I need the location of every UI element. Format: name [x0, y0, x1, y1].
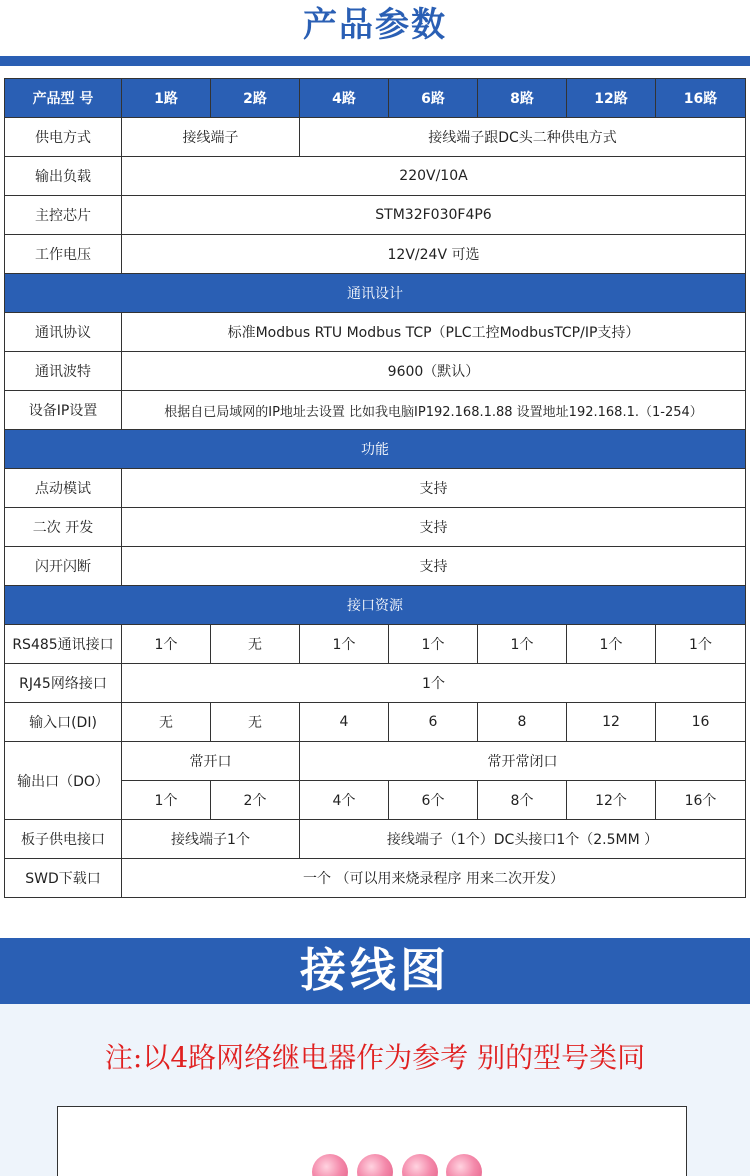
cell-value: 1个 [300, 625, 389, 664]
section-title: 通讯设计 [5, 274, 746, 313]
table-row [5, 859, 746, 898]
cell-value: 标准Modbus RTU Modbus TCP（PLC工控ModbusTCP/IP支持） [122, 313, 746, 352]
table-row [5, 508, 746, 547]
section-row [5, 274, 746, 313]
cell-value: 接线端子（1个）DC头接口1个（2.5MM ） [300, 820, 746, 859]
cell-value: 4个 [300, 781, 389, 820]
table-row [5, 703, 746, 742]
cell-value: 常开口 [122, 742, 300, 781]
cell-value: 9600（默认） [122, 352, 746, 391]
led-indicator [357, 1154, 393, 1176]
cell-value: STM32F030F4P6 [122, 196, 746, 235]
cell-value: 支持 [122, 508, 746, 547]
wiring-section-title: 接线图 [0, 938, 750, 1004]
cell-value: 1个 [478, 625, 567, 664]
row-label: 输出负载 [5, 157, 122, 196]
cell-value: 无 [211, 625, 300, 664]
cell-value: 6个 [389, 781, 478, 820]
header-cell: 12路 [567, 79, 656, 118]
section-title: 接口资源 [5, 586, 746, 625]
cell-value: 一个 （可以用来烧录程序 用来二次开发） [122, 859, 746, 898]
table-row [5, 118, 746, 157]
row-label: 闪开闪断 [5, 547, 122, 586]
row-label: 设备IP设置 [5, 391, 122, 430]
table-row [5, 235, 746, 274]
page-title: 产品参数 [303, 5, 447, 45]
table-row [5, 820, 746, 859]
header-cell: 产品型 号 [5, 79, 122, 118]
section-row [5, 430, 746, 469]
table-row [5, 157, 746, 196]
header-cell: 2路 [211, 79, 300, 118]
cell-value: 16 [656, 703, 746, 742]
row-label: RS485通讯接口 [5, 625, 122, 664]
cell-value: 2个 [211, 781, 300, 820]
row-label: 输入口(DI) [5, 703, 122, 742]
header-cell: 8路 [478, 79, 567, 118]
row-label: RJ45网络接口 [5, 664, 122, 703]
row-label: 供电方式 [5, 118, 122, 157]
relay-led-row [312, 1154, 482, 1176]
table-header-row [5, 79, 746, 118]
cell-value: 无 [211, 703, 300, 742]
row-label: 板子供电接口 [5, 820, 122, 859]
spec-table [4, 78, 746, 898]
cell-value: 1个 [122, 664, 746, 703]
cell-value: 12 [567, 703, 656, 742]
table-row [5, 313, 746, 352]
row-label: 输出口（DO） [5, 742, 122, 820]
cell-value: 1个 [122, 781, 211, 820]
led-indicator [402, 1154, 438, 1176]
row-label: 主控芯片 [5, 196, 122, 235]
cell-value: 支持 [122, 469, 746, 508]
table-row [5, 469, 746, 508]
header-cell: 6路 [389, 79, 478, 118]
table-row [5, 547, 746, 586]
led-indicator [446, 1154, 482, 1176]
section-title: 功能 [5, 430, 746, 469]
title-underline-bar [0, 56, 750, 66]
table-row [5, 625, 746, 664]
cell-value: 8个 [478, 781, 567, 820]
row-label: 通讯波特 [5, 352, 122, 391]
cell-value: 1个 [389, 625, 478, 664]
wiring-note: 注:以4路网络继电器作为参考 别的型号类同 [104, 1041, 646, 1074]
row-label: 工作电压 [5, 235, 122, 274]
header-cell: 1路 [122, 79, 211, 118]
cell-value: 1个 [567, 625, 656, 664]
cell-value: 根据自已局域网的IP地址去设置 比如我电脑IP192.168.1.88 设置地址192.168.1.（1-254） [122, 391, 746, 430]
row-label: 点动模试 [5, 469, 122, 508]
row-label: SWD下载口 [5, 859, 122, 898]
cell-value: 12V/24V 可选 [122, 235, 746, 274]
cell-value: 6 [389, 703, 478, 742]
cell-value: 220V/10A [122, 157, 746, 196]
cell-value: 支持 [122, 547, 746, 586]
cell-value: 接线端子 [122, 118, 300, 157]
header-cell: 4路 [300, 79, 389, 118]
cell-value: 无 [122, 703, 211, 742]
table-row [5, 742, 746, 781]
header-cell: 16路 [656, 79, 746, 118]
cell-value: 8 [478, 703, 567, 742]
cell-value: 1个 [656, 625, 746, 664]
section-row [5, 586, 746, 625]
led-indicator [312, 1154, 348, 1176]
row-label: 二次 开发 [5, 508, 122, 547]
table-row [5, 664, 746, 703]
cell-value: 常开常闭口 [300, 742, 746, 781]
cell-value: 4 [300, 703, 389, 742]
table-row [5, 391, 746, 430]
cell-value: 12个 [567, 781, 656, 820]
table-row [5, 352, 746, 391]
cell-value: 接线端子跟DC头二种供电方式 [300, 118, 746, 157]
table-row [5, 196, 746, 235]
cell-value: 16个 [656, 781, 746, 820]
cell-value: 接线端子1个 [122, 820, 300, 859]
row-label: 通讯协议 [5, 313, 122, 352]
cell-value: 1个 [122, 625, 211, 664]
